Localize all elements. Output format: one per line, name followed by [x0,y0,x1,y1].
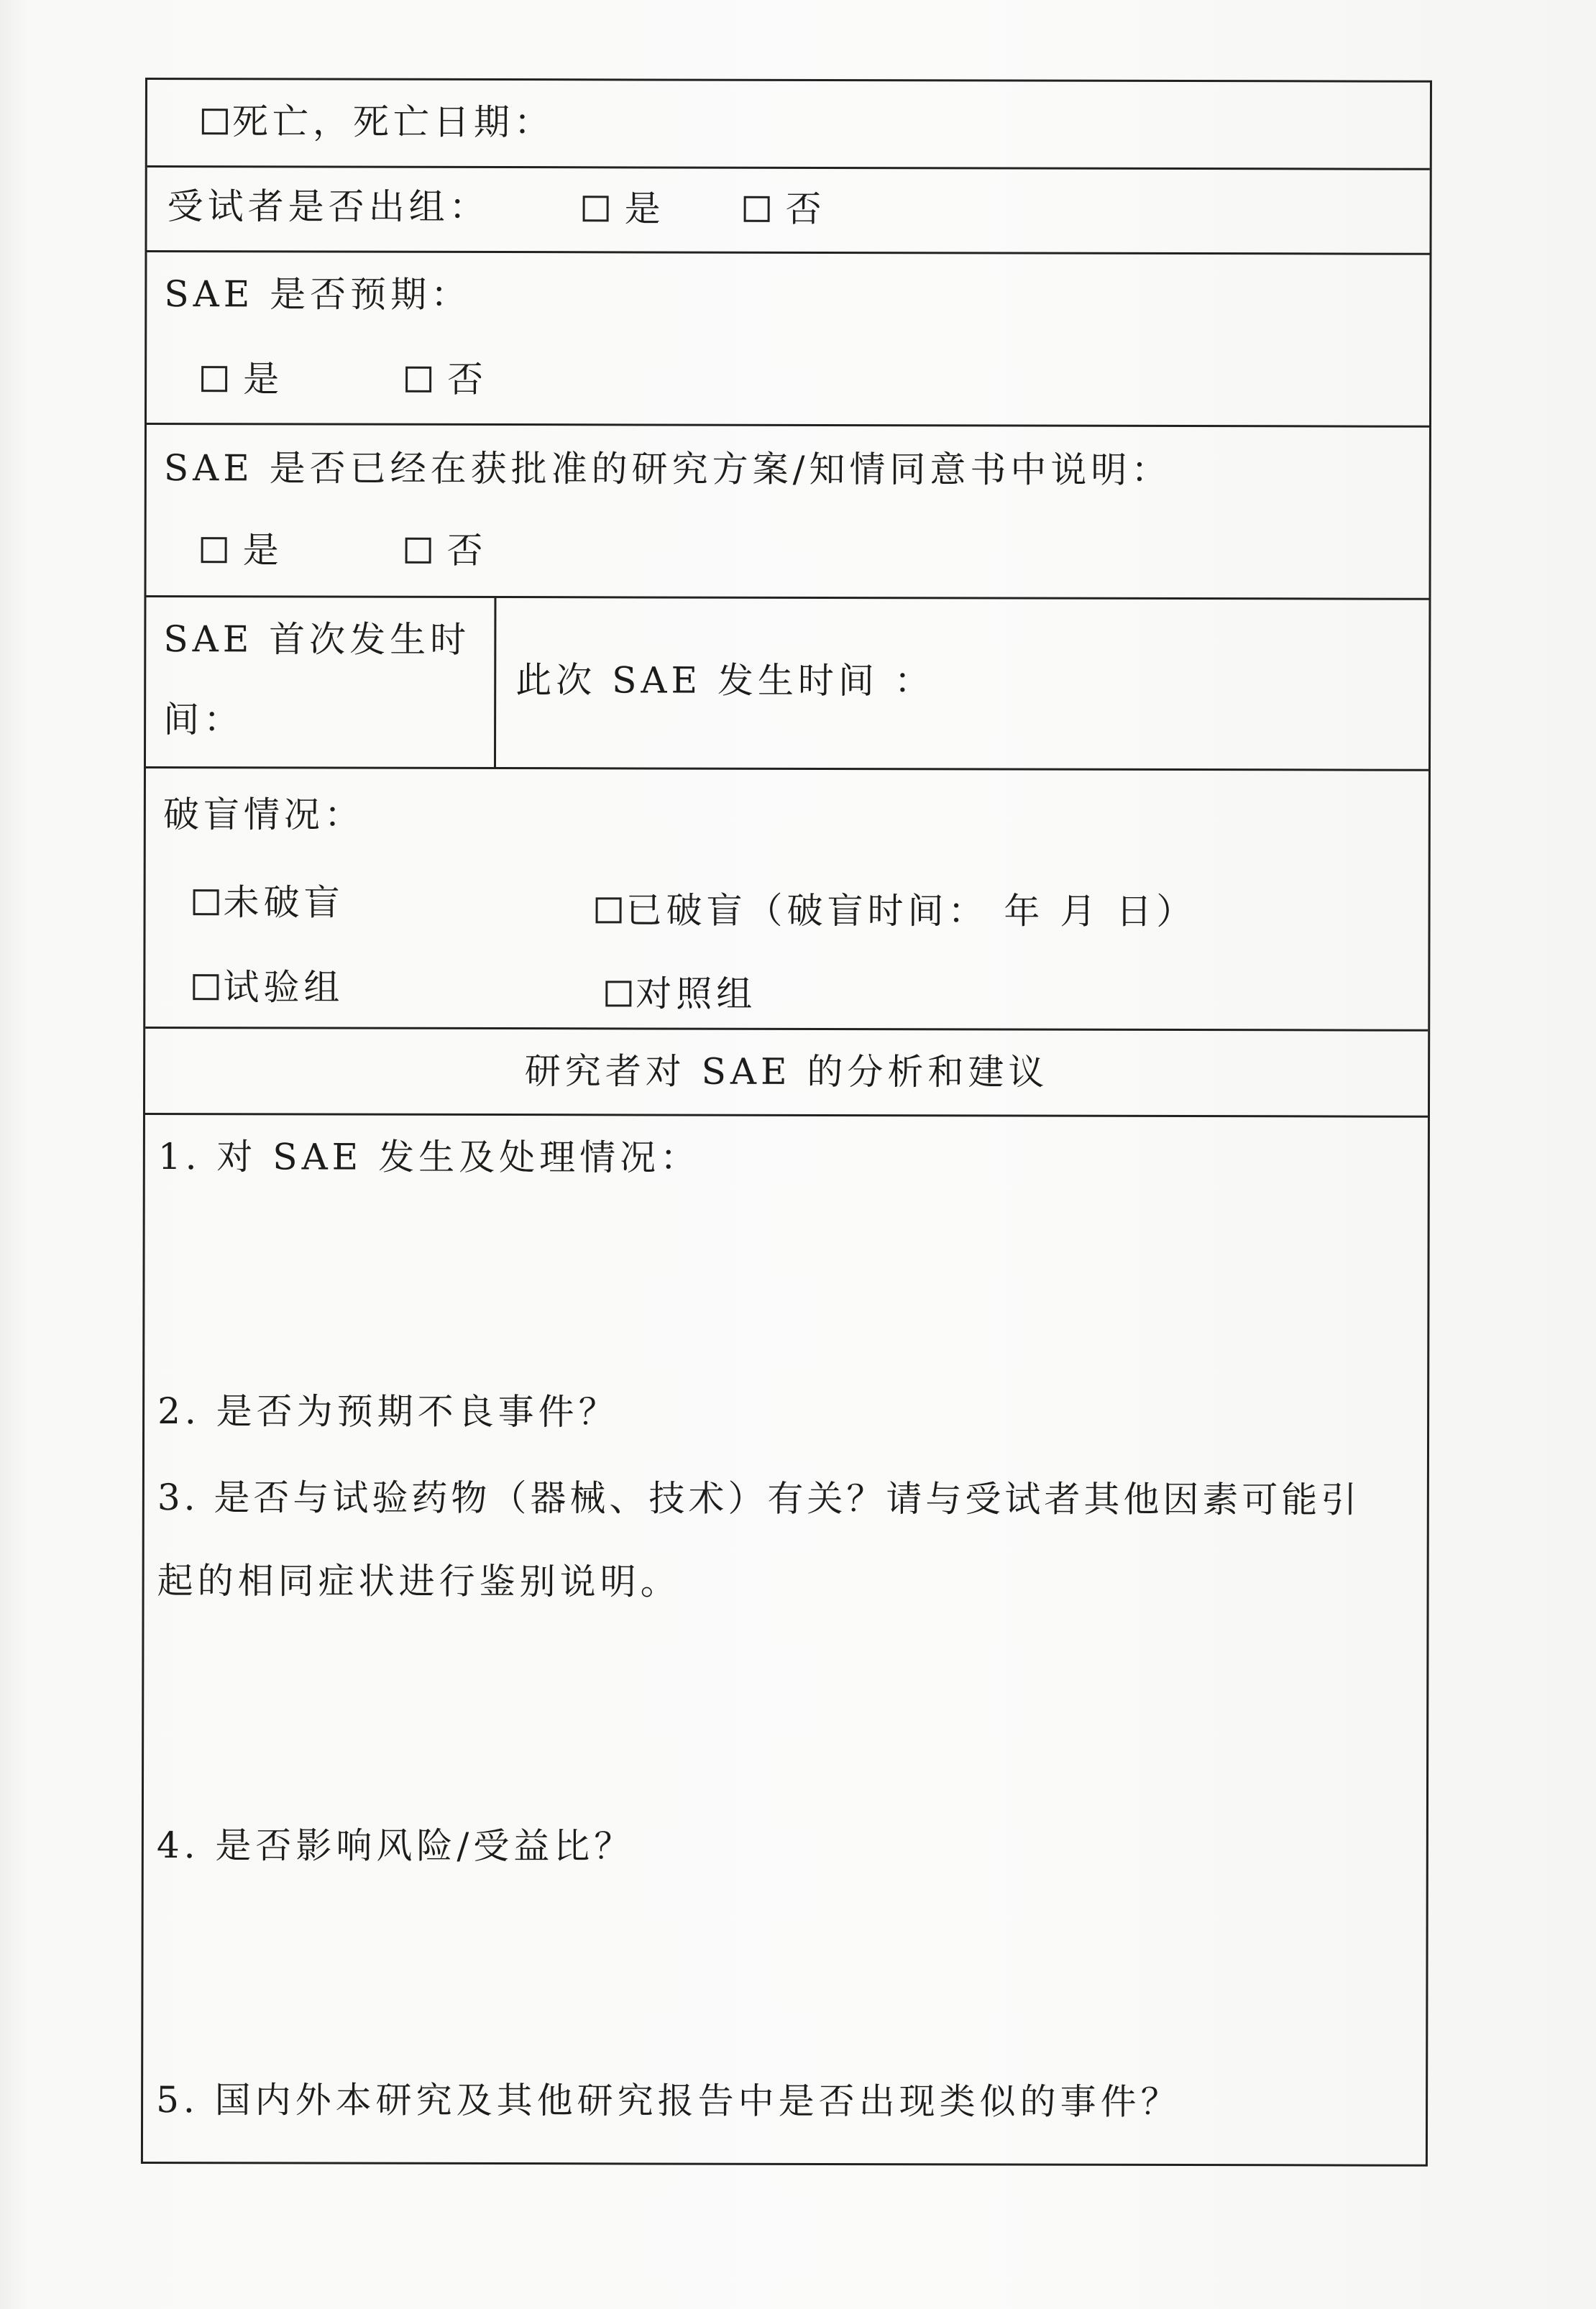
documented-no-checkbox[interactable] [405,538,431,564]
death-checkbox[interactable] [202,109,228,134]
question-3-line2: 起的相同症状进行鉴别说明。 [157,1560,681,1603]
withdrawal-no-option[interactable] [744,188,826,231]
question-4: 4. 是否影响风险/受益比？ [156,1824,635,1868]
control-group-option[interactable] [605,972,756,1015]
question-2: 2. 是否为预期不良事件？ [157,1390,619,1433]
current-onset-label: 此次 SAE 发生时间 ： [515,659,935,702]
test-group-label: 试验组 [223,966,344,1009]
first-onset-label-line2: 间： [163,699,244,741]
onset-divider [494,598,496,767]
expected-row [147,252,1429,428]
documented-yes-option[interactable] [201,528,283,571]
expected-no-checkbox[interactable] [405,367,431,393]
expected-yes-option[interactable] [201,357,283,400]
expected-yes-label: 是 [243,358,284,400]
analysis-header-row [145,1029,1428,1118]
withdrawal-no-label: 否 [785,188,826,230]
unblinded-label: 已破盲（破盲时间： 年 月 日） [625,889,1197,933]
test-group-option[interactable] [193,965,344,1009]
withdrawal-yes-option[interactable] [583,187,665,230]
question-3-line1: 3. 是否与试验药物（器械、技术）有关？请与受试者其他因素可能引 [157,1477,1361,1521]
documented-row [146,425,1428,600]
expected-label: SAE 是否预期： [164,273,472,316]
death-label: 死亡，死亡日期： [231,101,554,144]
unblinded-option[interactable] [596,889,1197,933]
death-row [147,80,1430,170]
analysis-header: 研究者对 SAE 的分析和建议 [524,1050,1049,1093]
withdrawal-row [147,167,1429,255]
withdrawal-label: 受试者是否出组： [167,185,490,229]
documented-label: SAE 是否已经在获批准的研究方案/知情同意书中说明： [163,447,1172,491]
control-group-checkbox[interactable] [605,981,631,1006]
not-unblinded-label: 未破盲 [223,881,344,924]
analysis-body [143,1115,1428,2165]
death-option[interactable] [202,100,554,144]
unblinding-row [145,768,1428,1032]
onset-row [146,597,1428,771]
documented-yes-label: 是 [242,529,283,571]
sae-report-form [141,78,1432,2167]
control-group-label: 对照组 [636,973,757,1015]
documented-no-label: 否 [446,529,487,571]
test-group-checkbox[interactable] [193,974,219,1000]
withdrawal-no-checkbox[interactable] [744,196,770,222]
expected-yes-checkbox[interactable] [201,366,227,392]
question-1: 1. 对 SAE 发生及处理情况： [157,1136,701,1179]
withdrawal-yes-label: 是 [624,188,665,230]
documented-no-option[interactable] [405,529,487,572]
unblinded-checkbox[interactable] [596,897,622,923]
withdrawal-yes-checkbox[interactable] [583,196,609,221]
not-unblinded-checkbox[interactable] [193,889,219,915]
expected-no-option[interactable] [405,358,487,401]
question-5: 5. 国内外本研究及其他研究报告中是否出现类似的事件？ [156,2079,1181,2124]
first-onset-label-line1: SAE 首次发生时 [163,618,471,661]
unblinding-label: 破盲情况： [162,794,364,836]
not-unblinded-option[interactable] [193,881,344,924]
documented-yes-checkbox[interactable] [201,537,227,563]
expected-no-label: 否 [447,358,488,400]
